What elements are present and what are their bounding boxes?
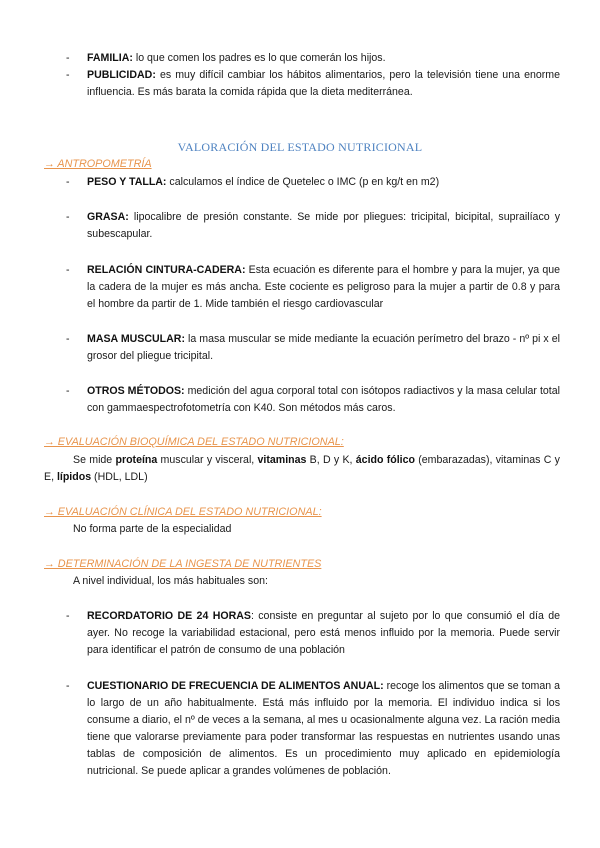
section-heading-clinica: → EVALUACIÓN CLÍNICA DEL ESTADO NUTRICIONAL: — [44, 506, 322, 518]
bioquimica-paragraph — [44, 452, 560, 486]
bold-run: vitaminas — [257, 454, 307, 466]
bullet-cuestionario — [66, 678, 560, 780]
bullet-text: la masa muscular se mide mediante la ecuación perímetro del brazo - nº pi x el grosor del pliegue tricipital. — [87, 333, 560, 362]
bullet-dash: - — [66, 333, 70, 345]
bullet-label: CUESTIONARIO DE FRECUENCIA DE ALIMENTOS ANUAL: — [87, 680, 384, 692]
bullet-text: es muy difícil cambiar los hábitos alimentarios, pero la televisión tiene una enorme influencia. Es más barata la comida rápida que la dieta mediterránea. — [87, 69, 560, 98]
bullet-label: RELACIÓN CINTURA-CADERA: — [87, 264, 246, 276]
bullet-label: PESO Y TALLA: — [87, 176, 167, 188]
bullet-text: lo que comen los padres es lo que comerán los hijos. — [132, 52, 386, 64]
bullet-otros-metodos — [66, 383, 560, 417]
bullet-text: calculamos el índice de Quetelec o IMC (p en kg/t en m2) — [166, 176, 440, 188]
text-run: B, D y K, — [306, 454, 356, 466]
main-title: VALORACIÓN DEL ESTADO NUTRICIONAL — [177, 140, 423, 154]
ingesta-intro: A nivel individual, los más habituales son: — [73, 575, 268, 587]
bullet-text: medición del agua corporal total con isótopos radiactivos y la masa celular total con gammaespectrofotometría con K40. Son métodos más caros. — [87, 385, 560, 414]
bullet-masa-muscular — [66, 331, 560, 365]
bullet-dash: - — [66, 52, 70, 64]
bullet-peso-talla — [66, 174, 560, 191]
text-run: muscular y visceral, — [157, 454, 258, 466]
bullet-label: FAMILIA: — [87, 52, 133, 64]
bullet-label: MASA MUSCULAR: — [87, 333, 185, 345]
bold-run: proteína — [115, 454, 158, 466]
section-heading-ingesta: → DETERMINACIÓN DE LA INGESTA DE NUTRIENTES — [44, 558, 322, 570]
clinica-text: No forma parte de la especialidad — [73, 523, 232, 535]
bullet-grasa — [66, 209, 560, 243]
bullet-dash: - — [66, 680, 70, 692]
section-heading-antropometria: → ANTROPOMETRÍA — [44, 158, 152, 170]
bullet-label: PUBLICIDAD: — [87, 69, 156, 81]
bullet-label: OTROS MÉTODOS: — [87, 385, 185, 397]
bullet-label: GRASA: — [87, 211, 129, 223]
bullet-recordatorio — [66, 608, 560, 659]
bullet-text: : consiste en preguntar al sujeto por lo que consumió el día de ayer. No recoge la variabilidad estacional, pero está menos influido por la memoria. Puede servir para identificar el patrón de consumo de una población — [87, 610, 560, 656]
text-run: (embarazadas), vitaminas C y E, — [44, 454, 560, 483]
bullet-text: lipocalibre de presión constante. Se mide por pliegues: tricipital, bicipital, suprailíaco y subescapular. — [87, 211, 560, 240]
bullet-cintura-cadera — [66, 262, 561, 313]
section-heading-bioquimica: → EVALUACIÓN BIOQUÍMICA DEL ESTADO NUTRICIONAL: — [44, 436, 344, 448]
bold-run: lípidos — [56, 471, 92, 483]
bullet-publicidad — [66, 67, 560, 101]
bold-run: ácido fólico — [355, 454, 415, 466]
bullet-label: RECORDATORIO DE 24 HORAS — [87, 610, 251, 622]
text-run: Se mide — [73, 454, 116, 466]
bullet-text: Esta ecuación es diferente para el hombre y para la mujer, ya que la cadera de la mujer es más ancha. Este cociente es peligroso para la mujer a partir de 0.8 y para el hombre da partir de 1. Mide también el riesgo cardiovascular — [87, 264, 561, 310]
bullet-dash: - — [66, 211, 70, 223]
bullet-dash: - — [66, 69, 70, 81]
bullet-dash: - — [66, 176, 70, 188]
bullet-text: recoge los alimentos que se toman a lo largo de un año habitualmente. Está más influido por la memoria. El individuo indica si los consume a diario, el nº de veces a la semana, al mes u ocasionalmente alguna vez. La ración media tiene que valorarse previamente para poder transformar las respuestas en nutrientes usando unas tablas de composición de alimentos. Es un procedimiento muy aplicado en epidemiología nutricional. Se puede aplicar a grandes volúmenes de población. — [87, 680, 560, 777]
bullet-familia — [66, 50, 560, 67]
bullet-dash: - — [66, 264, 70, 276]
bullet-dash: - — [66, 385, 70, 397]
text-run: (HDL, LDL) — [91, 471, 148, 483]
bullet-dash: - — [66, 610, 70, 622]
